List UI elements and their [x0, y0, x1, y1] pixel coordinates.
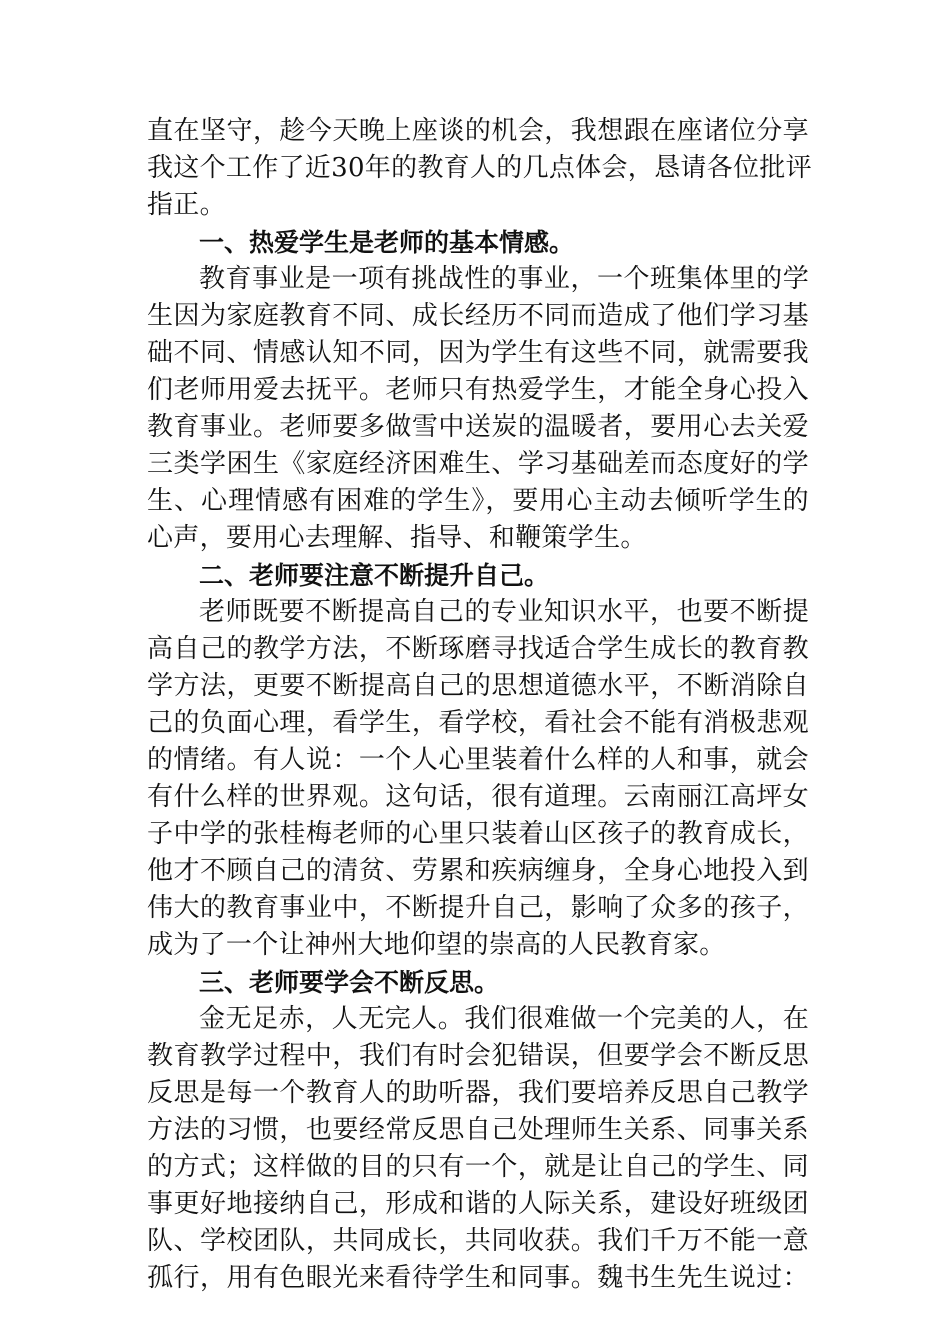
document-body [147, 113, 812, 1297]
paragraph-line: 教育教学过程中，我们有时会犯错误，但要学会不断反思 [147, 1041, 809, 1071]
paragraph-line: 高自己的教学方法，不断琢磨寻找适合学生成长的教育教 [147, 634, 809, 664]
section-heading: 一、热爱学生是老师的基本情感。 [199, 228, 575, 257]
paragraph-line: 教育事业是一项有挑战性的事业，一个班集体里的学 [199, 264, 809, 294]
paragraph-line: 教育事业。老师要多做雪中送炭的温暖者，要用心去关爱 [147, 412, 809, 442]
paragraph-line: 方法的习惯，也要经常反思自己处理师生关系、同事关系 [147, 1115, 809, 1145]
paragraph-line: 的方式；这样做的目的只有一个，就是让自己的学生、同 [147, 1152, 809, 1182]
paragraph-line: 生因为家庭教育不同、成长经历不同而造成了他们学习基 [147, 301, 809, 331]
paragraph-line: 他才不顾自己的清贫、劳累和疾病缠身，全身心地投入到 [147, 856, 809, 886]
paragraph-line: 们老师用爱去抚平。老师只有热爱学生，才能全身心投入 [147, 375, 809, 405]
paragraph-line: 有什么样的世界观。这句话，很有道理。云南丽江高坪女 [147, 782, 809, 812]
paragraph-line: 队、学校团队，共同成长，共同收获。我们千万不能一意 [147, 1226, 809, 1256]
paragraph-line: 学方法，更要不断提高自己的思想道德水平，不断消除自 [147, 671, 809, 701]
paragraph-line: 事更好地接纳自己，形成和谐的人际关系，建设好班级团 [147, 1189, 809, 1219]
paragraph-line: 的情绪。有人说：一个人心里装着什么样的人和事，就会 [147, 745, 809, 775]
paragraph-line: 反思是每一个教育人的助听器，我们要培养反思自己教学 [147, 1078, 809, 1108]
paragraph-line: 己的负面心理，看学生，看学校，看社会不能有消极悲观 [147, 708, 809, 738]
paragraph-line: 三类学困生《家庭经济困难生、学习基础差而态度好的学 [147, 449, 809, 479]
paragraph-line: 孤行，用有色眼光来看待学生和同事。魏书生先生说过： [147, 1263, 809, 1293]
paragraph-line: 子中学的张桂梅老师的心里只装着山区孩子的教育成长， [147, 819, 809, 849]
paragraph-line: 生、心理情感有困难的学生》，要用心主动去倾听学生的 [147, 486, 809, 516]
paragraph-line: 伟大的教育事业中，不断提升自己，影响了众多的孩子， [147, 893, 809, 923]
paragraph-line: 直在坚守，趁今天晚上座谈的机会，我想跟在座诸位分享 [147, 116, 809, 146]
paragraph-line: 心声，要用心去理解、指导、和鞭策学生。 [147, 523, 647, 553]
section-heading: 三、老师要学会不断反思。 [199, 968, 500, 997]
section-heading: 二、老师要注意不断提升自己。 [199, 561, 550, 590]
paragraph-line: 成为了一个让神州大地仰望的崇高的人民教育家。 [147, 930, 726, 960]
paragraph-line: 础不同、情感认知不同，因为学生有这些不同，就需要我 [147, 338, 809, 368]
paragraph-line: 指正。 [147, 190, 226, 220]
paragraph-line: 老师既要不断提高自己的专业知识水平，也要不断提 [199, 597, 809, 627]
paragraph-line: 金无足赤，人无完人。我们很难做一个完美的人，在 [199, 1004, 809, 1034]
paragraph-line: 我这个工作了近30年的教育人的几点体会，恳请各位批评 [147, 153, 812, 183]
